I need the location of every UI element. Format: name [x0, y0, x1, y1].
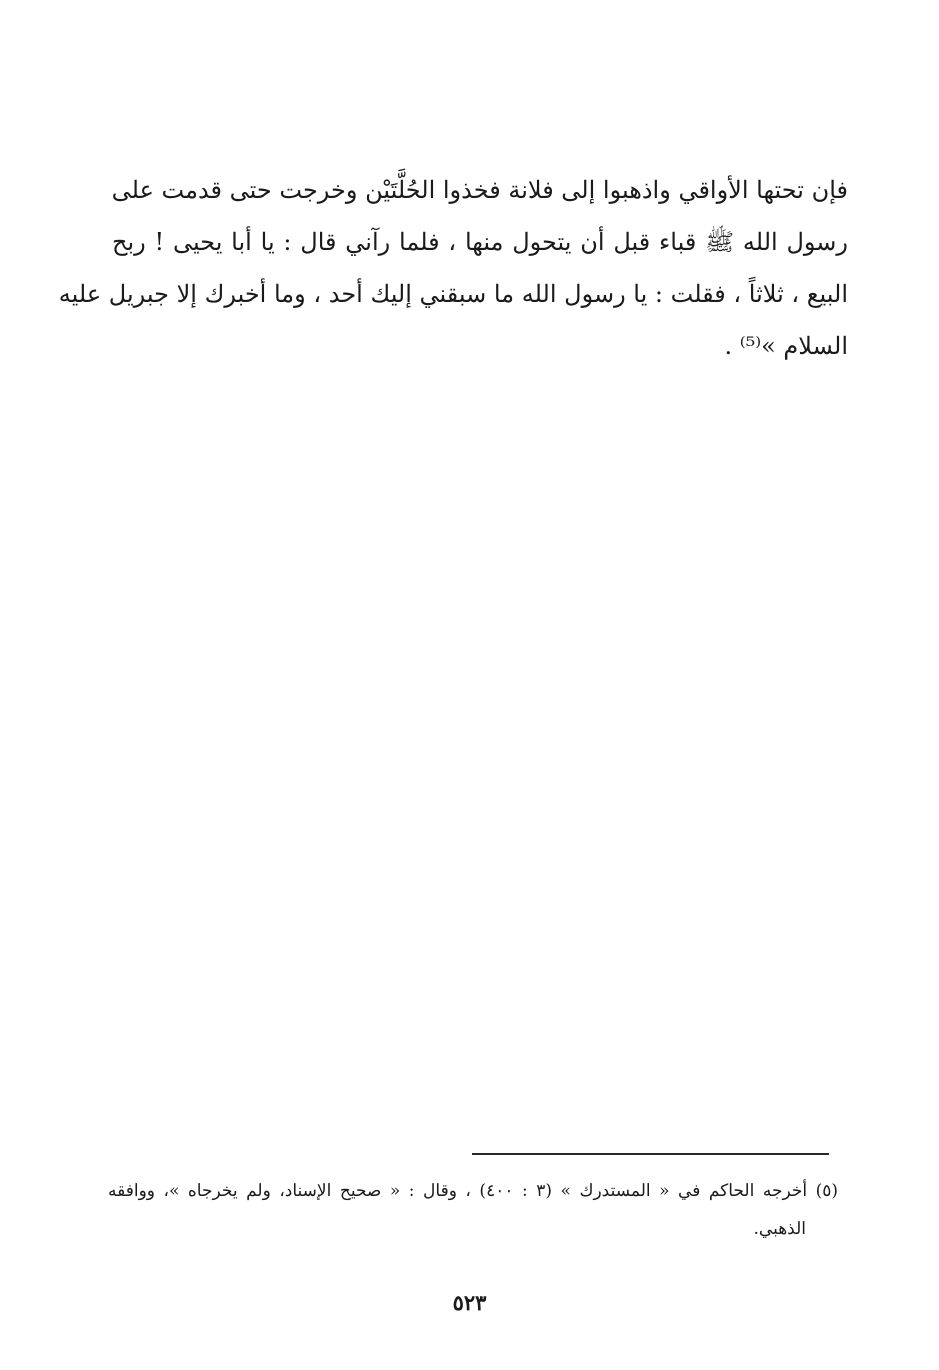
footnote-block: [108, 1172, 838, 1248]
footnote-line: الذهبي.: [753, 1219, 806, 1239]
page-number: ٥٢٣: [452, 1290, 487, 1315]
main-text-block: [58, 164, 848, 372]
main-text-line: فإن تحتها الأواقي واذهبوا إلى فلانة فخذوا الحُلَّتَيْن وخرجت حتى قدمت على: [111, 176, 848, 204]
main-text-line: رسول الله ﷺ قباء قبل أن يتحول منها ، فلما رآني قال : يا أبا يحيى ! ربح: [112, 228, 848, 256]
main-text-line: السلام »⁽⁵⁾ .: [724, 332, 848, 360]
main-text-line: البيع ، ثلاثاً ، فقلت : يا رسول الله ما سبقني إليك أحد ، وما أخبرك إلا جبريل عليه: [58, 280, 848, 308]
footnote-divider: [472, 1153, 829, 1155]
footnote-line: (٥) أخرجه الحاكم في « المستدرك » (٣ : ٤٠٠) ، وقال : « صحيح الإسناد، ولم يخرجاه »، ووافقه: [108, 1181, 838, 1201]
